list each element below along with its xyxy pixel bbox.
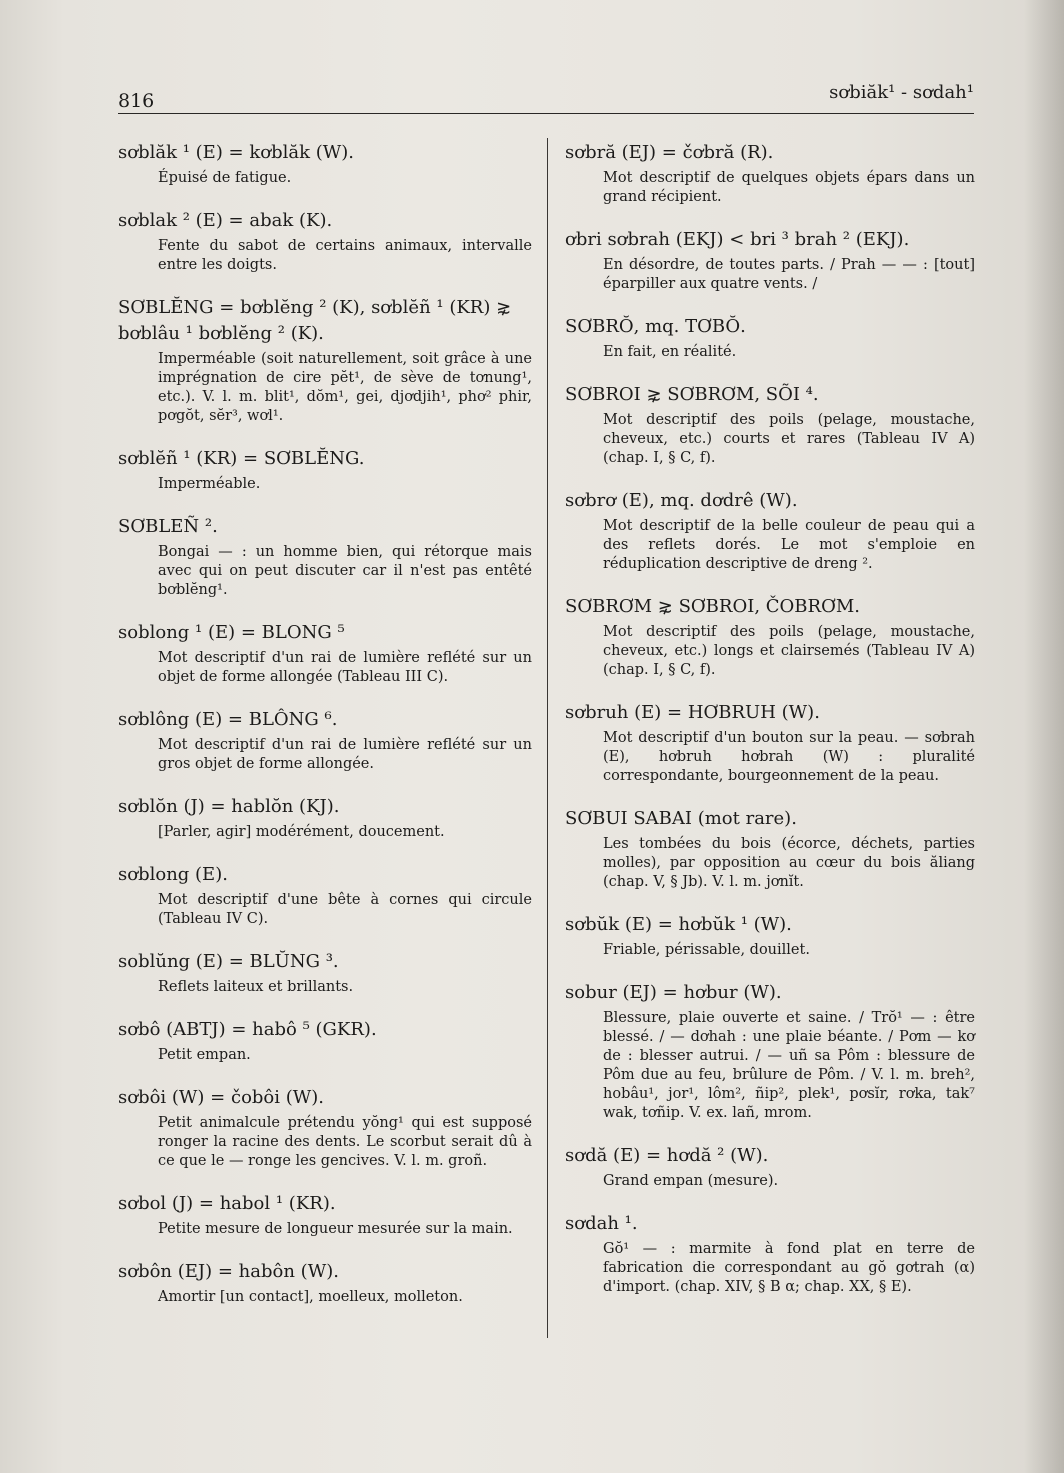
entry-definition: Petite mesure de longueur mesurée sur la main. xyxy=(158,1221,513,1237)
entry-headword: soblong ¹ (E) = BLONG ⁵ xyxy=(118,622,345,643)
dictionary-entry xyxy=(118,446,532,494)
entry-headword: ơbri sơbrah (EKJ) < bri ³ brah ² (EKJ). xyxy=(565,229,910,250)
dictionary-entry xyxy=(565,314,975,362)
entry-headword: SƠBROI ⋧ SƠBRƠM, SÕI ⁴. xyxy=(565,384,819,405)
entry-headword: sơbrơ (E), mq. dơdrê (W). xyxy=(565,490,798,511)
running-head: sơbiăk¹ - sơdah¹ xyxy=(829,82,974,103)
entry-headword: sơbol (J) = habol ¹ (KR). xyxy=(118,1193,336,1214)
dictionary-entry xyxy=(565,488,975,574)
entry-headword: sơdă (E) = hơdă ² (W). xyxy=(565,1145,769,1166)
entry-definition: Mot descriptif des poils (pelage, moustache, cheveux, etc.) longs et clairsemés (Tableau IV A) (chap. I, § C, f). xyxy=(603,624,975,678)
entry-definition: Mot descriptif des poils (pelage, moustache, cheveux, etc.) courts et rares (Tableau IV A) (chap. I, § C, f). xyxy=(603,412,975,466)
book-spine-shadow xyxy=(1024,0,1064,1473)
entry-headword: sơbră (EJ) = čơbră (R). xyxy=(565,142,774,163)
dictionary-entry xyxy=(118,140,532,188)
dictionary-entry xyxy=(118,514,532,600)
dictionary-entry xyxy=(118,1259,532,1307)
entry-headword: SƠBRŎ, mq. TƠBŎ. xyxy=(565,316,746,337)
dictionary-entry xyxy=(118,949,532,997)
dictionary-entry xyxy=(118,620,532,687)
entry-headword: sơbŭk (E) = hơbŭk ¹ (W). xyxy=(565,914,792,935)
dictionary-entry xyxy=(565,140,975,207)
entry-headword: sơblŏn (J) = hablŏn (KJ). xyxy=(118,796,340,817)
entry-headword: SƠBRƠM ⋧ SƠBROI, ČOBRƠM. xyxy=(565,596,860,617)
dictionary-entry xyxy=(118,862,532,929)
entry-headword: sơblong (E). xyxy=(118,864,228,885)
entry-headword: SƠBLĔNG = bơblĕng ² (K), sơblĕñ ¹ (KR) ⋧ bơblâu ¹ bơblĕng ² (K). xyxy=(118,297,512,344)
entry-headword: sơdah ¹. xyxy=(565,1213,638,1234)
dictionary-entry xyxy=(565,1143,975,1191)
entry-definition: Bongai — : un homme bien, qui rétorque mais avec qui on peut discuter car il n'est pas entêté bơblĕng¹. xyxy=(158,544,532,598)
dictionary-entry xyxy=(565,806,975,892)
entry-definition: Blessure, plaie ouverte et saine. / Trŏ¹ — : être blessé. / — dơhah : une plaie béante. / Pơm — kơ de : blesser autrui. / — uñ sa Pôm : blessure de Pôm due au feu, brûlure de Pôm. / V. l. m. breh², hobâu¹, jor¹, lôm², ñip², plek¹, pơsĭr, rơka, tak⁷ wak, tơñip. V. ex. lañ, mrom. xyxy=(603,1010,975,1121)
entry-headword: SƠBLEÑ ². xyxy=(118,516,218,537)
dictionary-entry xyxy=(565,912,975,960)
dictionary-entry xyxy=(118,1017,532,1065)
dictionary-entry xyxy=(118,794,532,842)
dictionary-entry xyxy=(565,227,975,294)
entry-definition: Imperméable (soit naturellement, soit grâce à une imprégnation de cire pĕt¹, de sève de tơnung¹, etc.). V. l. m. blit¹, dŏm¹, gei, djơdjih¹, phơ² phir, pơgŏt, sĕr³, wơl¹. xyxy=(158,351,532,424)
entry-headword: SƠBUI SABAI (mot rare). xyxy=(565,808,797,829)
right-column xyxy=(565,140,975,1317)
dictionary-entry xyxy=(565,1211,975,1297)
entry-definition: [Parler, agir] modérément, doucement. xyxy=(158,824,445,840)
entry-definition: Friable, périssable, douillet. xyxy=(603,942,810,958)
dictionary-entry xyxy=(118,295,532,426)
dictionary-entry xyxy=(565,980,975,1123)
dictionary-entry xyxy=(118,707,532,774)
page-header xyxy=(118,80,974,116)
entry-definition: Mot descriptif d'un rai de lumière reflété sur un gros objet de forme allongée. xyxy=(158,737,532,772)
entry-definition: Gŏ¹ — : marmite à fond plat en terre de fabrication die correspondant au gŏ gơtrah (α) d'import. (chap. XIV, § B α; chap. XX, § E). xyxy=(603,1241,975,1295)
entry-definition: Imperméable. xyxy=(158,476,261,492)
entry-definition: En fait, en réalité. xyxy=(603,344,737,360)
entry-headword: sobur (EJ) = hơbur (W). xyxy=(565,982,782,1003)
page-number: 816 xyxy=(118,90,155,112)
entry-definition: Petit empan. xyxy=(158,1047,251,1063)
header-rule xyxy=(118,113,974,114)
entry-definition: Reflets laiteux et brillants. xyxy=(158,979,354,995)
entry-definition: Épuisé de fatigue. xyxy=(158,170,292,186)
entry-definition: Amortir [un contact], moelleux, molleton. xyxy=(158,1289,463,1305)
dictionary-entry xyxy=(118,1191,532,1239)
entry-definition: Mot descriptif d'un rai de lumière reflété sur un objet de forme allongée (Tableau III C). xyxy=(158,650,532,685)
entry-definition: Mot descriptif de la belle couleur de peau qui a des reflets dorés. Le mot s'emploie en réduplication descriptive de dreng ². xyxy=(603,518,975,572)
entry-headword: soblŭng (E) = BLŬNG ³. xyxy=(118,951,339,972)
entry-definition: Mot descriptif de quelques objets épars dans un grand récipient. xyxy=(603,170,975,205)
dictionary-entry xyxy=(565,594,975,680)
dictionary-entry xyxy=(118,208,532,275)
entry-headword: sơbôn (EJ) = habôn (W). xyxy=(118,1261,339,1282)
entry-definition: Fente du sabot de certains animaux, intervalle entre les doigts. xyxy=(158,238,532,273)
entry-headword: sơbô (ABTJ) = habô ⁵ (GKR). xyxy=(118,1019,377,1040)
entry-definition: Petit animalcule prétendu yŏng¹ qui est supposé ronger la racine des dents. Le scorbut serait dû à ce que le — ronge les gencives. V. l. m. groñ. xyxy=(158,1115,532,1169)
entry-definition: Mot descriptif d'un bouton sur la peau. — sơbrah (E), hơbruh hơbrah (W) : pluralité correspondante, bourgeonnement de la peau. xyxy=(603,730,975,784)
entry-definition: En désordre, de toutes parts. / Prah — — : [tout] éparpiller aux quatre vents. / xyxy=(603,257,975,292)
entry-definition: Les tombées du bois (écorce, déchets, parties molles), par opposition au cœur du bois ăliang (chap. V, § Jb). V. l. m. jơnĭt. xyxy=(603,836,975,890)
entry-definition: Mot descriptif d'une bête à cornes qui circule (Tableau IV C). xyxy=(158,892,532,927)
entry-headword: sơblăk ¹ (E) = kơblăk (W). xyxy=(118,142,355,163)
left-column xyxy=(118,140,532,1327)
entry-headword: sơbruh (E) = HƠBRUH (W). xyxy=(565,702,820,723)
entry-headword: sơblông (E) = BLÔNG ⁶. xyxy=(118,709,338,730)
dictionary-entry xyxy=(565,382,975,468)
entry-headword: sơbôi (W) = čobôi (W). xyxy=(118,1087,325,1108)
dictionary-entry xyxy=(118,1085,532,1171)
entry-headword: sơblak ² (E) = abak (K). xyxy=(118,210,333,231)
entry-headword: sơblĕñ ¹ (KR) = SƠBLĔNG. xyxy=(118,448,365,469)
dictionary-entry xyxy=(565,700,975,786)
column-divider xyxy=(547,138,548,1338)
entry-definition: Grand empan (mesure). xyxy=(603,1173,779,1189)
